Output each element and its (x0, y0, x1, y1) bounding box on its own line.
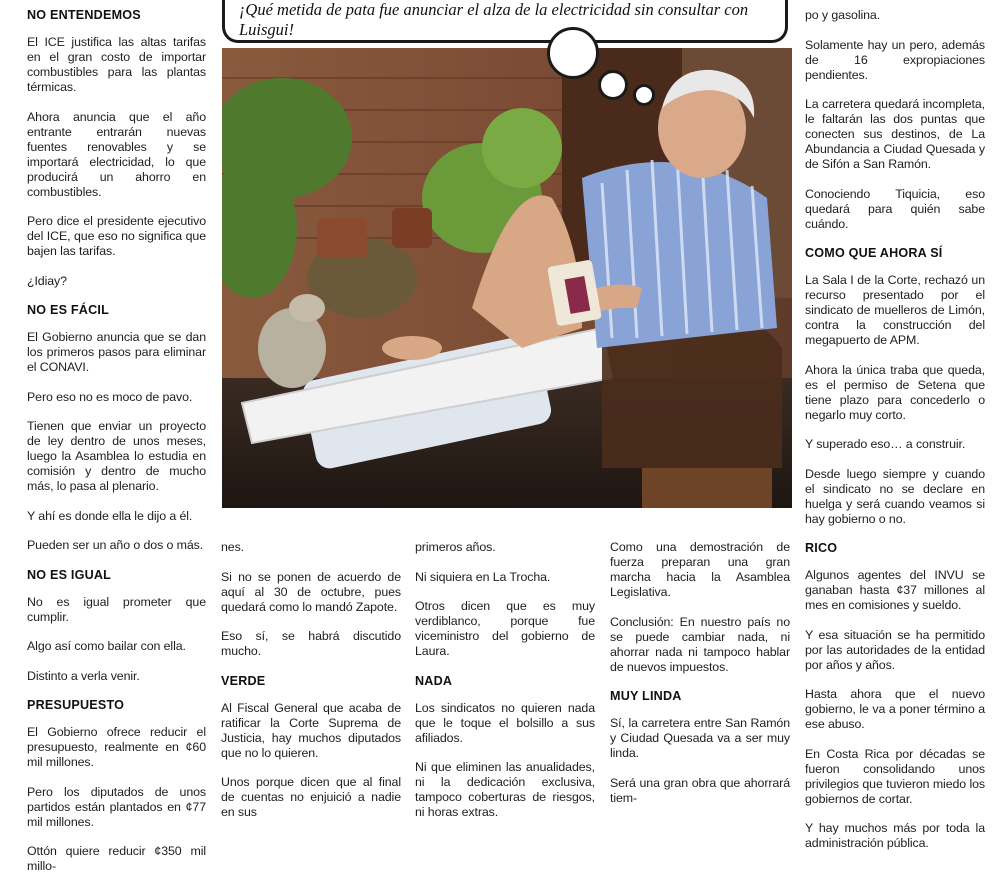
paragraph: Ottón quiere reducir ¢350 mil millo- (27, 844, 206, 873)
paragraph: Pero dice el presidente ejecutivo del ICE, que eso no significa que bajen las tarifas. (27, 214, 206, 258)
paragraph: Y superado eso… a construir. (805, 437, 966, 451)
paragraph: ¿Idiay? (27, 273, 67, 288)
paragraph: Ni siquiera en La Trocha. (415, 569, 551, 584)
paragraph: Otros dicen que es muy verdiblanco, porque fue viceministro del gobierno de Laura. (415, 599, 595, 658)
paragraph: Pero los diputados de unos partidos están plantados en ¢77 mil millones. (27, 784, 206, 829)
paragraph: Solamente hay un pero, además de 16 expropiaciones pendientes. (805, 37, 985, 82)
paragraph: Sí, la carretera entre San Ramón y Ciudad Quesada va a ser muy linda. (610, 716, 790, 760)
caption-text: ¡Qué metida de pata fue anunciar el alza de la electricidad sin consultar con Luisgui! (239, 0, 749, 39)
paragraph: Y ahí es donde ella le dijo a él. (27, 508, 193, 523)
paragraph: nes. (221, 540, 245, 554)
section-heading: VERDE (221, 673, 266, 688)
section-heading: NADA (415, 673, 453, 688)
column-1 (27, 8, 206, 889)
paragraph: Ni que eliminen las anualidades, ni la dedicación exclusiva, tampoco coberturas de riesgos, ni horas extras. (415, 760, 595, 819)
paragraph: Y esa situación se ha permitido por las autoridades de la entidad por años y años. (805, 627, 985, 672)
photo-illustration (222, 48, 792, 508)
paragraph: El ICE justifica las altas tarifas en el gran costo de importar combustibles para las plantas térmicas. (27, 35, 206, 94)
column-3 (415, 540, 595, 835)
column-4 (610, 540, 790, 820)
section-heading: COMO QUE AHORA SÍ (805, 246, 943, 260)
thought-dot-small (633, 84, 655, 106)
column-5 (805, 8, 985, 866)
paragraph: La carretera quedará incompleta, le faltarán las dos puntas que conecten sus destinos, de La Abundancia a Ciudad Quesada y de Sifón a San Ramón. (805, 97, 985, 171)
paragraph: Pero eso no es moco de pavo. (27, 389, 193, 404)
paragraph: Ahora la única traba que queda, es el permiso de Setena que tiene plazo para concederlo o negarlo muy corto. (805, 362, 985, 422)
paragraph: Y hay muchos más por toda la administración pública. (805, 821, 985, 850)
paragraph: Pueden ser un año o dos o más. (27, 538, 204, 552)
paragraph: Unos porque dicen que al final de cuentas no enjuició a nadie en sus (221, 775, 401, 819)
thought-dot-medium (598, 70, 628, 100)
section-heading: NO ENTENDEMOS (27, 8, 141, 22)
paragraph: En Costa Rica por décadas se fueron consolidando unos privilegios que tuvieron miedo los gobiernos de cortar. (805, 746, 985, 806)
paragraph: Al Fiscal General que acaba de ratificar la Corte Suprema de Justicia, hay muchos diputados que no lo quieren. (221, 700, 401, 760)
paragraph: Ahora anuncia que el año entrante entrarán nuevas fuentes renovables y se importará electricidad, lo que producirá un ahorro en combustibles. (27, 109, 206, 199)
section-heading: MUY LINDA (610, 689, 682, 703)
paragraph: po y gasolina. (805, 8, 881, 22)
section-heading: RICO (805, 541, 838, 555)
paragraph: Eso sí, se habrá discutido mucho. (221, 629, 401, 658)
paragraph: No es igual prometer que cumplir. (27, 594, 206, 624)
paragraph: Como una demostración de fuerza preparan una gran marcha hacia la Asamblea Legislativa. (610, 540, 790, 599)
paragraph: Distinto a verla venir. (27, 668, 140, 683)
paragraph: El Gobierno ofrece reducir el presupuesto, realmente en ¢60 mil millones. (27, 725, 206, 769)
paragraph: Conclusión: En nuestro país no se puede cambiar nada, ni ahorrar nada ni tampoco hablar de nuevos impuestos. (610, 614, 790, 674)
thought-bubble-caption (222, 0, 788, 43)
paragraph: Hasta ahora que el nuevo gobierno, le va a poner término a ese abuso. (805, 687, 985, 731)
paragraph: El Gobierno anuncia que se dan los primeros pasos para eliminar el CONAVI. (27, 330, 206, 374)
paragraph: Será una gran obra que ahorrará tiem- (610, 775, 790, 805)
paragraph: primeros años. (415, 540, 496, 554)
section-heading: NO ES IGUAL (27, 567, 112, 582)
section-heading: NO ES FÁCIL (27, 303, 109, 317)
photo-man-with-leg-cast (222, 48, 792, 508)
paragraph: Los sindicatos no quieren nada que le toque el bolsillo a sus afiliados. (415, 700, 595, 745)
paragraph: Algo así como bailar con ella. (27, 639, 186, 653)
paragraph: Conociendo Tiquicia, eso quedará para quién sabe cuándo. (805, 186, 985, 231)
paragraph: Algunos agentes del INVU se ganaban hasta ¢37 millones al mes en comisiones y sueldo. (805, 568, 985, 612)
paragraph: Si no se ponen de acuerdo de aquí al 30 de octubre, pues quedará como lo mandó Zapote. (221, 569, 401, 614)
thought-dot-large (547, 27, 599, 79)
paragraph: Desde luego siempre y cuando el sindicato no se declare en huelga y será cuando veamos si hay gobierno o no. (805, 466, 985, 526)
paragraph: Tienen que enviar un proyecto de ley dentro de unos meses, luego la Asamblea lo estudia en comisión y dentro de mucho más, lo pasa al plenario. (27, 419, 206, 493)
column-2 (221, 540, 401, 835)
section-heading: PRESUPUESTO (27, 698, 125, 712)
paragraph: La Sala I de la Corte, rechazó un recurso presentado por el sindicato de muelleros de Limón, contra la construcción del megapuerto de APM. (805, 273, 985, 347)
